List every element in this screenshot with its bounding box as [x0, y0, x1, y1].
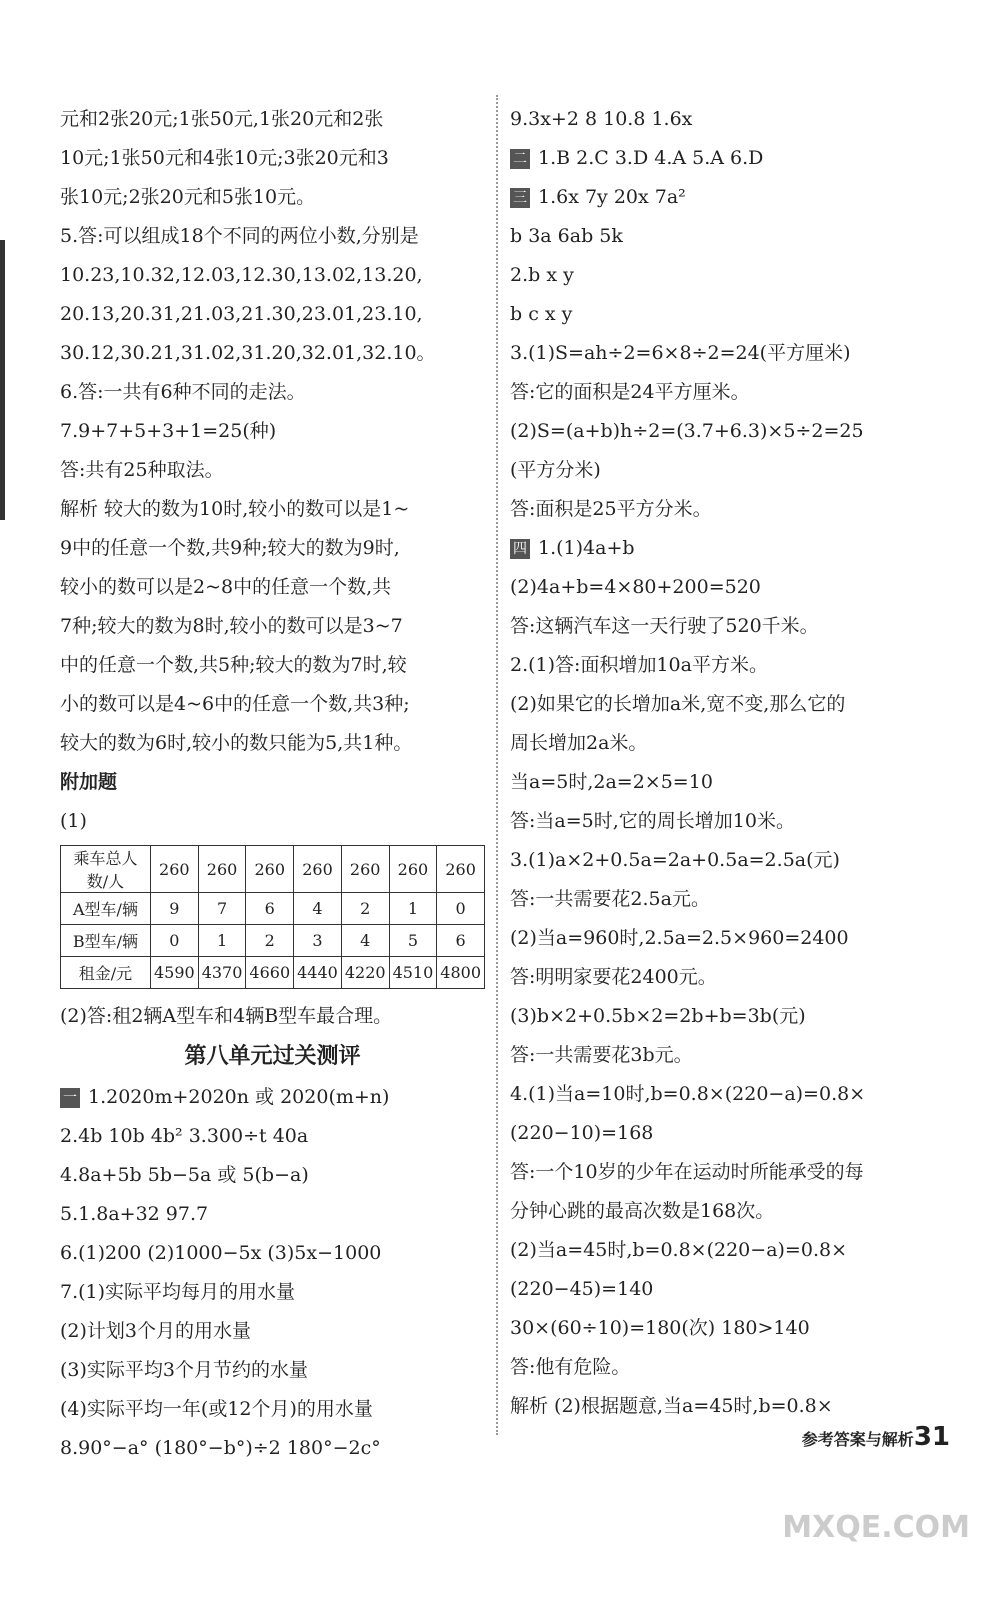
- answer-line: 解析 (2)根据题意,当a=45时,b=0.8×: [510, 1395, 833, 1417]
- answer-line: 8.90°−a° (180°−b°)÷2 180°−2c°: [60, 1437, 381, 1459]
- answer-line: (2)当a=960时,2.5a=2.5×960=2400: [510, 927, 849, 949]
- row-header-cell: 乘车总人数/人: [61, 846, 151, 893]
- table-cell: 0: [150, 925, 198, 957]
- table-row: [61, 846, 485, 893]
- extra-questions-heading: 附加题: [60, 771, 118, 793]
- answer-line: 当a=5时,2a=2×5=10: [510, 771, 713, 793]
- watermark: MXQE.COM: [782, 1510, 970, 1545]
- right-column: [510, 100, 950, 1426]
- answer-line: 答:他有危险。: [510, 1356, 631, 1378]
- answer-line: 9中的任意一个数,共9种;较大的数为9时,: [60, 537, 400, 559]
- answer-line: 4.(1)当a=10时,b=0.8×(220−a)=0.8×: [510, 1083, 866, 1105]
- answer-line: 5.答:可以组成18个不同的两位小数,分别是: [60, 225, 419, 247]
- table-cell: 4: [341, 925, 389, 957]
- answer-line: (2)4a+b=4×80+200=520: [510, 576, 761, 598]
- answer-line: 3.(1)S=ah÷2=6×8÷2=24(平方厘米): [510, 342, 851, 364]
- answer-line: b 3a 6ab 5k: [510, 225, 623, 247]
- answer-line: 答:一个10岁的少年在运动时所能承受的每: [510, 1161, 864, 1183]
- answer-text: 1.6x 7y 20x 7a²: [538, 186, 686, 208]
- answer-line: 10.23,10.32,12.03,12.30,13.02,13.20,: [60, 264, 423, 286]
- answer-line: (2)S=(a+b)h÷2=(3.7+6.3)×5÷2=25: [510, 420, 864, 442]
- table-cell: 260: [198, 846, 246, 893]
- answer-line: 2.(1)答:面积增加10a平方米。: [510, 654, 768, 676]
- answer-line: (220−10)=168: [510, 1122, 654, 1144]
- table-cell: 4: [294, 893, 342, 925]
- column-divider: [496, 95, 498, 1435]
- answer-line: 7.9+7+5+3+1=25(种): [60, 420, 277, 442]
- table-cell: 4660: [246, 957, 294, 989]
- answer-line: 答:这辆汽车这一天行驶了520千米。: [510, 615, 819, 637]
- extra-answer-2: (2)答:租2辆A型车和4辆B型车最合理。: [60, 1005, 393, 1027]
- answer-line: 7种;较大的数为8时,较小的数可以是3~7: [60, 615, 403, 637]
- answer-line: 4.8a+5b 5b−5a 或 5(b−a): [60, 1164, 309, 1186]
- right-answers-block-1: [510, 217, 950, 529]
- answer-line: (2)计划3个月的用水量: [60, 1320, 252, 1342]
- table-cell: 3: [294, 925, 342, 957]
- answer-line: 较小的数可以是2~8中的任意一个数,共: [60, 576, 392, 598]
- answer-line: 周长增加2a米。: [510, 732, 648, 754]
- row-header-cell: B型车/辆: [61, 925, 151, 957]
- section-mark-4: 四: [510, 539, 530, 559]
- answer-line: [60, 1078, 485, 1117]
- table-cell: 260: [341, 846, 389, 893]
- answer-line: 7.(1)实际平均每月的用水量: [60, 1281, 296, 1303]
- table-cell: 6: [437, 925, 485, 957]
- table-row: [61, 893, 485, 925]
- table-cell: 4510: [389, 957, 437, 989]
- table-cell: 4800: [437, 957, 485, 989]
- section-4-line: [510, 529, 950, 568]
- answer-line: 小的数可以是4~6中的任意一个数,共3种;: [60, 693, 410, 715]
- answer-line: 2.b x y: [510, 264, 574, 286]
- rental-table: [60, 845, 485, 989]
- unit-answers-block: [60, 1078, 485, 1468]
- answer-line: 分钟心跳的最高次数是168次。: [510, 1200, 775, 1222]
- answer-line: (2)如果它的长增加a米,宽不变,那么它的: [510, 693, 846, 715]
- answer-line: (3)实际平均3个月节约的水量: [60, 1359, 309, 1381]
- page-number: 31: [913, 1422, 950, 1452]
- answer-line: 30×(60÷10)=180(次) 180>140: [510, 1317, 810, 1339]
- answer-line: (3)b×2+0.5b×2=2b+b=3b(元): [510, 1005, 806, 1027]
- answer-line: 解析 较大的数为10时,较小的数可以是1~: [60, 498, 410, 520]
- answer-line: 答:一共需要花2.5a元。: [510, 888, 710, 910]
- answer-line: 较大的数为6时,较小的数只能为5,共1种。: [60, 732, 413, 754]
- extra-sub-label: (1): [60, 810, 87, 832]
- section-3-line: [510, 178, 950, 217]
- table-cell: 1: [198, 925, 246, 957]
- answer-line: 10元;1张50元和4张10元;3张20元和3: [60, 147, 389, 169]
- answer-line: 20.13,20.31,21.03,21.30,23.01,23.10,: [60, 303, 423, 325]
- unit-title: 第八单元过关测评: [184, 1044, 361, 1069]
- answer-line: 5.1.8a+32 97.7: [60, 1203, 209, 1225]
- answer-line: (220−45)=140: [510, 1278, 654, 1300]
- section-mark-3: 三: [510, 188, 530, 208]
- answer-line: 答:明明家要花2400元。: [510, 966, 717, 988]
- answer-line: 答:共有25种取法。: [60, 459, 224, 481]
- table-cell: 4370: [198, 957, 246, 989]
- page-footer: [802, 1422, 950, 1452]
- table-cell: 2: [341, 893, 389, 925]
- table-cell: 260: [294, 846, 342, 893]
- table-cell: 9: [150, 893, 198, 925]
- table-cell: 260: [150, 846, 198, 893]
- scan-edge-mark: [0, 240, 5, 520]
- table-cell: 260: [389, 846, 437, 893]
- answer-text: 1.B 2.C 3.D 4.A 5.A 6.D: [538, 147, 764, 169]
- answer-line: 9.3x+2 8 10.8 1.6x: [510, 108, 693, 130]
- answer-text: 1.2020m+2020n 或 2020(m+n): [88, 1086, 390, 1108]
- answer-line: (2)当a=45时,b=0.8×(220−a)=0.8×: [510, 1239, 847, 1261]
- section-mark-2: 二: [510, 149, 530, 169]
- answer-line: 答:一共需要花3b元。: [510, 1044, 693, 1066]
- table-cell: 4590: [150, 957, 198, 989]
- table-row: [61, 925, 485, 957]
- answer-line: 2.4b 10b 4b² 3.300÷t 40a: [60, 1125, 309, 1147]
- section-mark-1: 一: [60, 1088, 80, 1108]
- table-cell: 1: [389, 893, 437, 925]
- table-cell: 5: [389, 925, 437, 957]
- answer-line: 6.答:一共有6种不同的走法。: [60, 381, 306, 403]
- table-cell: 260: [437, 846, 485, 893]
- answer-line: 3.(1)a×2+0.5a=2a+0.5a=2.5a(元): [510, 849, 840, 871]
- table-row: [61, 957, 485, 989]
- answer-line: 30.12,30.21,31.02,31.20,32.01,32.10。: [60, 342, 436, 364]
- answer-line: 答:它的面积是24平方厘米。: [510, 381, 750, 403]
- row-header-cell: A型车/辆: [61, 893, 151, 925]
- answer-text: 1.(1)4a+b: [538, 537, 635, 559]
- answer-line: 6.(1)200 (2)1000−5x (3)5x−1000: [60, 1242, 382, 1264]
- answer-line: 元和2张20元;1张50元,1张20元和2张: [60, 108, 384, 130]
- table-cell: 4440: [294, 957, 342, 989]
- answer-line: 中的任意一个数,共5种;较大的数为7时,较: [60, 654, 407, 676]
- table-cell: 260: [246, 846, 294, 893]
- table-cell: 7: [198, 893, 246, 925]
- table-cell: 0: [437, 893, 485, 925]
- answer-line: 张10元;2张20元和5张10元。: [60, 186, 316, 208]
- table-cell: 6: [246, 893, 294, 925]
- row-header-cell: 租金/元: [61, 957, 151, 989]
- answer-line: 答:当a=5时,它的周长增加10米。: [510, 810, 795, 832]
- table-cell: 4220: [341, 957, 389, 989]
- answer-line: b c x y: [510, 303, 573, 325]
- footer-label: 参考答案与解析: [801, 1430, 914, 1449]
- section-2-line: [510, 139, 950, 178]
- answer-line: (平方分米): [510, 459, 601, 481]
- right-answers-block-2: [510, 568, 950, 1426]
- left-column: [60, 100, 485, 1468]
- answer-line: 答:面积是25平方分米。: [510, 498, 712, 520]
- answer-line: (4)实际平均一年(或12个月)的用水量: [60, 1398, 373, 1420]
- table-cell: 2: [246, 925, 294, 957]
- left-answers-block-1: [60, 100, 485, 763]
